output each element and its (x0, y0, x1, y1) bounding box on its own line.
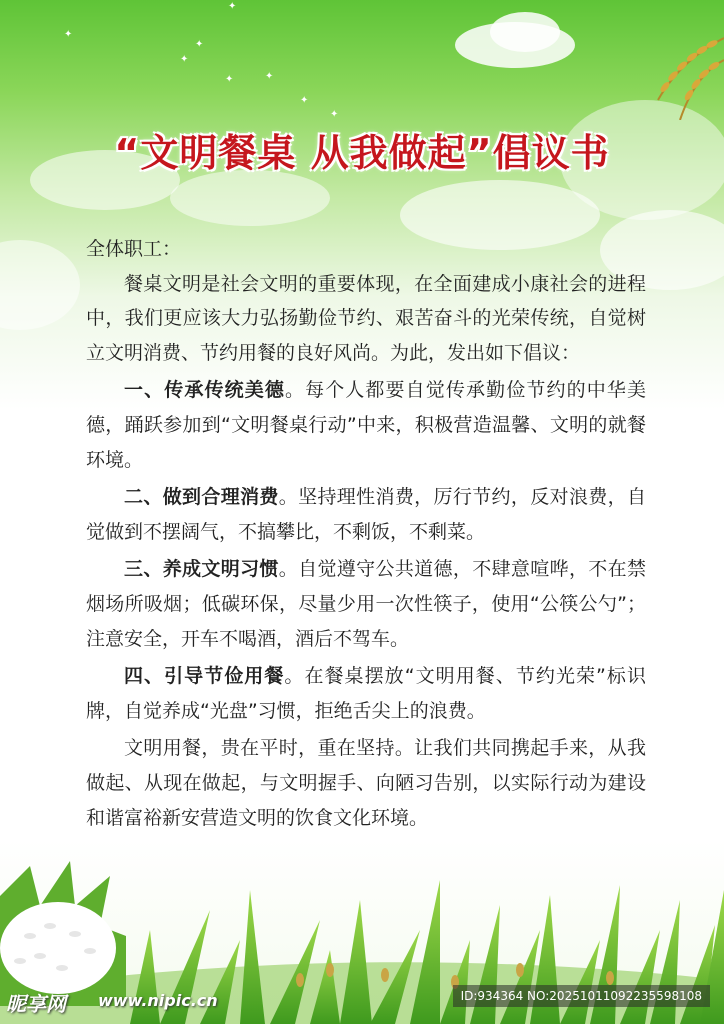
proposal-item (86, 552, 646, 656)
proposal-heading: 二、做到合理消费 (124, 486, 279, 509)
sparkle-icon: ✦ (180, 54, 189, 65)
proposal-heading: 一、传承传统美德 (124, 379, 285, 402)
proposal-item (86, 659, 646, 728)
cloud (490, 12, 560, 52)
sparkle-icon: ✦ (225, 74, 234, 85)
sparkle-icon: ✦ (265, 71, 274, 82)
proposal-heading: 四、引导节俭用餐 (124, 665, 285, 688)
rice-icon (0, 856, 126, 1006)
watermark-url: www.nipic.cn (98, 991, 218, 1010)
proposal-text: 。自觉遵守公共道德，不肆意喧哗，不在禁烟场所吸烟；低碳环保，尽量少用一次性筷子，使用“公筷公勺”；注意安全，开车不喝酒，酒后不驾车。 (86, 558, 646, 650)
wheat-icon (620, 20, 724, 120)
cloud (170, 170, 330, 226)
sparkle-icon: ✦ (195, 39, 204, 50)
proposal-item (86, 480, 646, 549)
greeting: 全体职工： (86, 238, 182, 260)
proposal-text: 。在餐桌摆放“文明用餐、节约光荣”标识牌，自觉养成“光盘”习惯，拒绝舌尖上的浪费。 (86, 665, 646, 722)
sparkle-icon: ✦ (330, 109, 339, 120)
proposal-text: 。坚持理性消费，厉行节约，反对浪费，自觉做到不摆阔气，不搞攀比，不剩饭，不剩菜。 (86, 486, 646, 543)
page-title: “文明餐桌 从我做起”倡议书 (114, 131, 610, 175)
image-id-bar: ID:934364 NO:20251011092235598108 (453, 985, 710, 1007)
proposal-item (86, 373, 646, 477)
watermark-logo: 昵享网 (6, 992, 66, 1016)
proposal-heading: 三、养成文明习惯 (124, 558, 279, 581)
sparkle-icon: ✦ (300, 95, 309, 106)
intro-paragraph: 餐桌文明是社会文明的重要体现，在全面建成小康社会的进程中，我们更应该大力弘扬勤俭节约、艰苦奋斗的光荣传统，自觉树立文明消费、节约用餐的良好风尚。为此，发出如下倡议： (86, 272, 646, 364)
sparkle-icon: ✦ (64, 29, 73, 40)
cloud (0, 240, 80, 330)
proposal-text: 。每个人都要自觉传承勤俭节约的中华美德，踊跃参加到“文明餐桌行动”中来，积极营造温馨、文明的就餐环境。 (86, 379, 646, 471)
closing-paragraph: 文明用餐，贵在平时，重在坚持。让我们共同携起手来，从我做起、从现在做起，与文明握手、向陋习告别，以实际行动为建设和谐富裕新安营造文明的饮食文化环境。 (86, 737, 646, 829)
document-body (86, 232, 646, 835)
sparkle-icon: ✦ (228, 1, 237, 12)
